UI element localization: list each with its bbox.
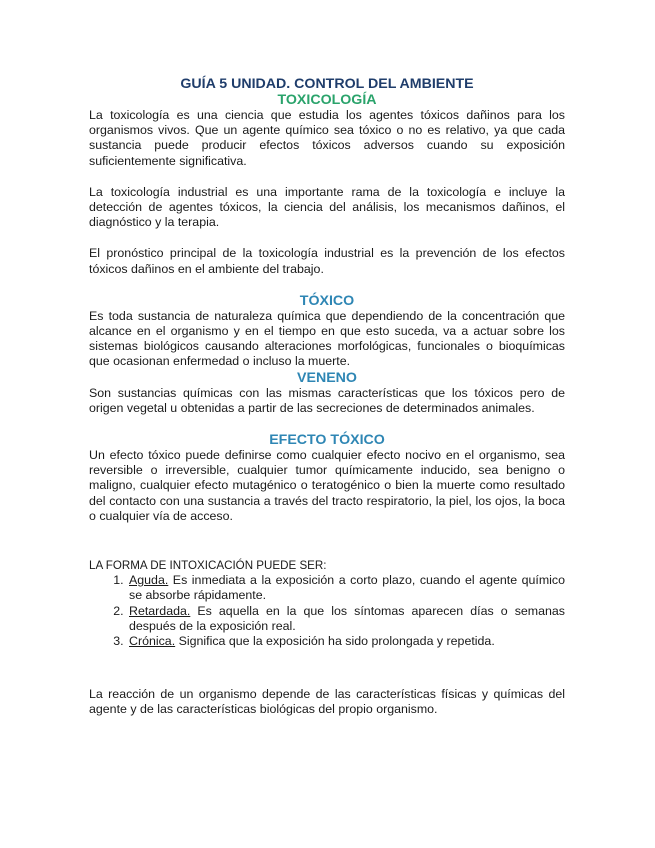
document-title: GUÍA 5 UNIDAD. CONTROL DEL AMBIENTE <box>180 76 474 92</box>
document-page <box>89 76 565 718</box>
list-item <box>127 634 565 649</box>
form-term-aguda: Aguda. <box>129 573 169 588</box>
form-desc-aguda: Es inmediata a la exposición a corto plazo, cuando el agente químico se absorbe rápidamente. <box>129 573 565 603</box>
intro-paragraph-3: El pronóstico principal de la toxicología industrial es la prevención de los efectos tóxicos dañinos en el ambiente del trabajo. <box>89 246 565 276</box>
form-desc-retardada: Es aquella en la que los síntomas aparecen días o semanas después de la exposición real. <box>129 603 565 633</box>
forms-intro: LA FORMA DE INTOXICACIÓN PUEDE SER: <box>89 559 327 573</box>
form-desc-cronica: Significa que la exposición ha sido prolongada y repetida. <box>175 634 495 649</box>
heading-efecto-toxico: EFECTO TÓXICO <box>269 432 385 449</box>
intro-paragraph-1: La toxicología es una ciencia que estudia los agentes tóxicos dañinos para los organismos vivos. Que un agente químico sea tóxico o no es relativo, ya que cada sustancia puede producir efectos tóxicos adversos cuando su exposición suficientemente significativa. <box>89 108 565 168</box>
forms-list <box>89 573 565 649</box>
paragraph-efecto-toxico: Un efecto tóxico puede definirse como cualquier efecto nocivo en el organismo, sea reversible o irreversible, cualquier tumor químicamente inducido, sea benigno o maligno, cualquier efecto mutagénico o teratogénico o bien la muerte como resultado del contacto con una sustancia a través del tracto respiratorio, la piel, los ojos, la boca o cualquier vía de acceso. <box>89 448 565 523</box>
form-term-retardada: Retardada. <box>129 603 191 618</box>
list-item <box>127 604 565 634</box>
heading-veneno: VENENO <box>297 369 357 386</box>
closing-paragraph: La reacción de un organismo depende de las características físicas y químicas del agente y de las características biológicas del propio organismo. <box>89 687 565 717</box>
paragraph-veneno: Son sustancias químicas con las mismas características que los tóxicos pero de origen vegetal u obtenidas a partir de las secreciones de determinados animales. <box>89 385 565 415</box>
form-term-cronica: Crónica. <box>129 634 176 649</box>
paragraph-toxico: Es toda sustancia de naturaleza química que dependiendo de la concentración que alcance en el organismo y en el tiempo en que esto suceda, va a actuar sobre los sistemas biológicos causando alteraciones morfológicas, funcionales o bioquímicas que ocasionan enfermedad o incluso la muerte. <box>89 308 565 369</box>
intro-paragraph-2: La toxicología industrial es una importante rama de la toxicología e incluye la detección de agentes tóxicos, la ciencia del análisis, los mecanismos dañinos, el diagnóstico y la terapia. <box>89 184 565 230</box>
list-item <box>127 573 565 603</box>
heading-toxico: TÓXICO <box>299 292 355 309</box>
section-title-toxicologia: TOXICOLOGÍA <box>277 92 377 108</box>
